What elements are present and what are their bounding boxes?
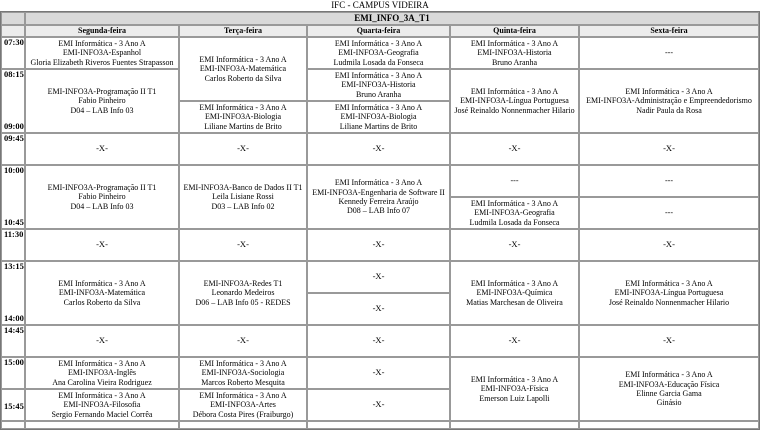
cell-line: EMI Informática - 3 Ano A: [58, 279, 146, 289]
time-slot: [1, 421, 25, 429]
break-cell: -X-: [307, 293, 450, 325]
cell-line: EMI Informática - 3 Ano A: [199, 359, 287, 369]
cell-line: Elinne Garcia Gama: [636, 389, 702, 398]
empty-cell: ---: [579, 197, 759, 229]
cell-line: EMI-INFO3A-Biologia: [340, 112, 417, 122]
class-cell: [450, 197, 579, 229]
cell-line: Liliane Martins de Brito: [339, 121, 418, 131]
day-header: Segunda-feira: [25, 25, 179, 37]
cell-line: EMI Informática - 3 Ano A: [625, 279, 713, 289]
class-cell: [179, 261, 307, 325]
time-label: 15:45: [4, 401, 24, 411]
cell-line: EMI Informática - 3 Ano A: [58, 39, 146, 49]
class-cell: [450, 357, 579, 421]
cell-line: Emerson Luiz Lapolli: [479, 393, 550, 403]
class-cell: [179, 37, 307, 101]
class-cell: [307, 37, 450, 69]
cell-line: EMI Informática - 3 Ano A: [470, 375, 559, 385]
break-cell: -X-: [579, 229, 759, 261]
time-label: 10:00: [4, 165, 24, 175]
empty-cell: [25, 421, 179, 429]
day-header-blank: [1, 25, 25, 37]
cell-line: D04 – LAB Info 03: [70, 201, 134, 211]
cell-line: EMI-INFO3A-Historia: [477, 48, 552, 58]
cell-line: EMI Informática - 3 Ano A: [58, 359, 146, 369]
break-cell: -X-: [25, 229, 179, 261]
timetable: [0, 11, 760, 430]
time-label: 14:00: [4, 312, 24, 323]
time-label: 07:30: [4, 37, 24, 47]
class-name: EMI_INFO_3A_T1: [25, 12, 759, 25]
cell-line: EMI Informática - 3 Ano A: [470, 39, 559, 49]
time-label: 15:00: [4, 357, 24, 367]
cell-line: EMI Informática - 3 Ano A: [334, 103, 423, 113]
cell-line: EMI Informática - 3 Ano A: [625, 87, 713, 97]
cell-line: EMI Informática - 3 Ano A: [334, 39, 423, 49]
break-cell: -X-: [450, 229, 579, 261]
cell-line: EMI-INFO3A-Redes T1: [203, 279, 283, 289]
empty-cell: [179, 421, 307, 429]
cell-line: Ginásio: [656, 398, 682, 408]
class-cell: [179, 357, 307, 389]
cell-line: D03 – LAB Info 02: [211, 201, 275, 211]
cell-line: Bruno Aranha: [355, 89, 402, 99]
cell-line: Leila Lisiane Rossi: [212, 192, 274, 202]
time-slot: [1, 389, 25, 421]
time-slot: [1, 357, 25, 389]
cell-line: EMI Informática - 3 Ano A: [199, 103, 287, 113]
class-cell: [307, 101, 450, 133]
time-slot: [1, 69, 25, 133]
cell-line: EMI-INFO3A-Sociologia: [201, 368, 285, 378]
cell-line: José Reinaldo Nonnenmacher Hilario: [454, 105, 575, 115]
break-cell: -X-: [179, 325, 307, 357]
cell-line: EMI-INFO3A-Matemática: [58, 288, 146, 298]
day-header: Quinta-feira: [450, 25, 579, 37]
break-cell: -X-: [179, 133, 307, 165]
break-cell: -X-: [25, 133, 179, 165]
class-cell: [179, 389, 307, 421]
cell-line: D04 – LAB Info 03: [70, 105, 134, 115]
cell-line: EMI Informática - 3 Ano A: [625, 370, 713, 380]
time-slot: [1, 37, 25, 69]
cell-line: José Reinaldo Nonnenmacher Hilario: [608, 297, 730, 307]
class-cell: [579, 69, 759, 133]
day-header: Quarta-feira: [307, 25, 450, 37]
break-cell: -X-: [450, 133, 579, 165]
cell-line: EMI-INFO3A-Física: [480, 384, 549, 394]
break-cell: -X-: [307, 325, 450, 357]
cell-line: Marcos Roberto Mesquita: [201, 377, 285, 387]
class-cell: [579, 261, 759, 325]
cell-line: Sergio Fernando Maciel Corrêa: [51, 409, 153, 419]
cell-line: EMI-INFO3A-Geografia: [338, 48, 419, 58]
class-cell: [25, 37, 179, 69]
cell-line: Ludmila Losada da Fonseca: [333, 57, 424, 67]
class-cell: [450, 69, 579, 133]
cell-line: EMI Informática - 3 Ano A: [199, 391, 287, 401]
cell-line: Bruno Aranha: [491, 57, 538, 67]
time-slot: [1, 165, 25, 229]
break-cell: -X-: [307, 229, 450, 261]
cell-line: EMI-INFO3A-Programação II T1: [47, 183, 157, 193]
cell-line: EMI-INFO3A-Administração e Empreendedorismo: [586, 96, 752, 106]
cell-line: Ludmila Losada da Fonseca: [469, 217, 560, 227]
cell-line: EMI Informática - 3 Ano A: [470, 87, 559, 97]
time-slot: [1, 229, 25, 261]
cell-line: EMI-INFO3A-Língua Portuguesa: [460, 96, 569, 106]
break-cell: -X-: [307, 389, 450, 421]
class-cell: [25, 69, 179, 133]
cell-line: Leonardo Medeiros: [211, 288, 275, 298]
cell-line: EMI-INFO3A-Programação II T1: [47, 87, 157, 97]
cell-line: EMI-INFO3A-Engenharia de Software II: [312, 187, 445, 197]
cell-line: EMI-INFO3A-Língua Portuguesa: [614, 288, 724, 298]
class-cell: [179, 165, 307, 229]
cell-line: EMI Informática - 3 Ano A: [470, 279, 559, 289]
time-label: 11:30: [4, 229, 24, 239]
class-cell: [307, 165, 450, 229]
cell-line: EMI-INFO3A-Inglês: [68, 368, 136, 378]
time-label: 09:45: [4, 133, 24, 143]
cell-line: EMI-INFO3A-Química: [476, 288, 553, 298]
break-cell: -X-: [579, 133, 759, 165]
cell-line: Fabio Pinheiro: [78, 96, 126, 106]
cell-line: Carlos Roberto da Silva: [204, 73, 282, 83]
time-slot: [1, 261, 25, 325]
empty-cell: ---: [579, 37, 759, 69]
corner-cell: [1, 12, 25, 25]
time-label: 13:15: [4, 261, 24, 271]
cell-line: EMI-INFO3A-Espanhol: [62, 48, 142, 58]
class-cell: [450, 37, 579, 69]
cell-line: Nadir Paula da Rosa: [636, 105, 702, 115]
break-cell: -X-: [179, 229, 307, 261]
class-cell: [25, 389, 179, 421]
day-header: Sexta-feira: [579, 25, 759, 37]
empty-cell: ---: [579, 165, 759, 197]
time-label: 10:45: [4, 216, 24, 227]
cell-line: D08 – LAB Info 07: [346, 206, 411, 216]
break-cell: -X-: [450, 325, 579, 357]
cell-line: EMI Informática - 3 Ano A: [58, 391, 146, 401]
cell-line: EMI Informática - 3 Ano A: [199, 55, 287, 65]
class-cell: [25, 357, 179, 389]
cell-line: EMI-INFO3A-Historia: [341, 80, 416, 90]
cell-line: EMI-INFO3A-Artes: [210, 400, 276, 410]
break-cell: -X-: [579, 325, 759, 357]
break-cell: -X-: [307, 133, 450, 165]
class-cell: [25, 261, 179, 325]
cell-line: EMI-INFO3A-Matemática: [199, 64, 287, 74]
empty-cell: [307, 421, 450, 429]
break-cell: -X-: [25, 325, 179, 357]
cell-line: Carlos Roberto da Silva: [63, 297, 141, 307]
time-label: 14:45: [4, 325, 24, 335]
break-cell: -X-: [307, 357, 450, 389]
empty-cell: [579, 421, 759, 429]
cell-line: Matias Marchesan de Oliveira: [466, 297, 563, 307]
cell-line: Ana Carolina Vieira Rodriguez: [52, 377, 152, 387]
empty-cell: ---: [450, 165, 579, 197]
empty-cell: [450, 421, 579, 429]
cell-line: Gloria Elizabeth Riveros Fuentes Strapasson: [30, 57, 174, 67]
cell-line: EMI Informática - 3 Ano A: [334, 178, 423, 188]
cell-line: Kennedy Ferreira Araújo: [338, 197, 419, 206]
cell-line: D06 – LAB Info 05 - REDES: [195, 297, 291, 307]
time-label: 08:15: [4, 69, 24, 79]
class-cell: [179, 101, 307, 133]
cell-line: EMI-INFO3A-Biologia: [205, 112, 281, 122]
class-cell: [450, 261, 579, 325]
break-cell: -X-: [307, 261, 450, 293]
cell-line: Débora Costa Pires (Fraiburgo): [192, 409, 294, 419]
cell-line: Liliane Martins de Brito: [204, 121, 282, 131]
campus-title: IFC - CAMPUS VIDEIRA: [331, 0, 429, 10]
day-header: Terça-feira: [179, 25, 307, 37]
cell-line: EMI Informática - 3 Ano A: [470, 199, 559, 209]
cell-line: EMI Informática - 3 Ano A: [334, 71, 423, 81]
time-label: 09:00: [4, 120, 24, 131]
class-cell: [579, 357, 759, 421]
time-slot: [1, 133, 25, 165]
class-cell: [25, 165, 179, 229]
cell-line: EMI-INFO3A-Educação Física: [618, 379, 720, 389]
cell-line: EMI-INFO3A-Filosofia: [63, 400, 141, 410]
cell-line: EMI-INFO3A-Geografia: [474, 208, 555, 218]
cell-line: Fabio Pinheiro: [78, 192, 126, 202]
time-slot: [1, 325, 25, 357]
cell-line: EMI-INFO3A-Banco de Dados II T1: [183, 183, 303, 193]
class-cell: [307, 69, 450, 101]
